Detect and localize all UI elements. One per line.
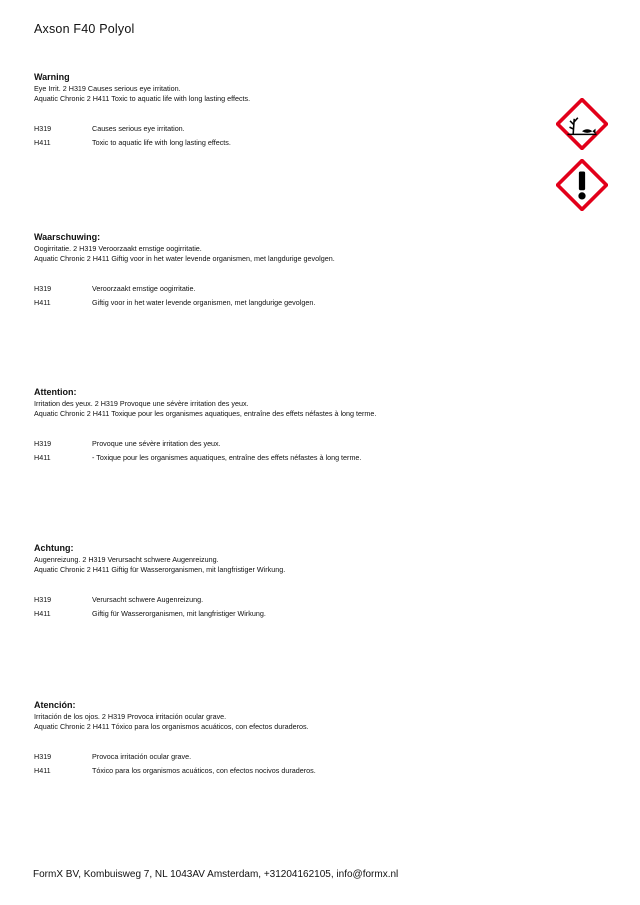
hazard-text: Veroorzaakt ernstige oogirritatie.: [92, 284, 196, 293]
hazard-code: H319: [34, 439, 52, 448]
footer-contact: FormX BV, Kombuisweg 7, NL 1043AV Amsterdam, +31204162105, info@formx.nl: [33, 869, 399, 880]
hazard-line: Aquatic Chronic 2 H411 Giftig für Wasserorganismen, mit langfristiger Wirkung.: [34, 565, 286, 574]
hazard-codes: [34, 750, 554, 778]
hazard-codes: [34, 122, 554, 150]
code-row: [34, 282, 554, 296]
hazard-line: Aquatic Chronic 2 H411 Giftig voor in het water levende organismen, met langdurige gevolgen.: [34, 254, 335, 263]
section-dutch: [34, 232, 554, 310]
hazard-text: Giftig für Wasserorganismen, mit langfristiger Wirkung.: [92, 609, 266, 618]
document-title: Axson F40 Polyol: [34, 22, 135, 36]
hazard-codes: [34, 282, 554, 310]
code-row: [34, 136, 554, 150]
section-heading: Atención:: [34, 700, 76, 710]
section-heading: Warning: [34, 72, 70, 82]
hazard-code: H411: [34, 298, 51, 307]
hazard-code: H319: [34, 284, 52, 293]
hazard-code: H319: [34, 595, 52, 604]
hazard-pictograms: [556, 98, 612, 220]
environment-hazard-icon: [556, 98, 608, 150]
hazard-codes: [34, 593, 554, 621]
hazard-line: Aquatic Chronic 2 H411 Toxique pour les organismes aquatiques, entraîne des effets néfastes à long terme.: [34, 409, 377, 418]
code-row: [34, 296, 554, 310]
section-heading: Achtung:: [34, 543, 74, 553]
section-french: [34, 387, 554, 465]
hazard-text: Verursacht schwere Augenreizung.: [92, 595, 204, 604]
code-row: [34, 593, 554, 607]
hazard-code: H319: [34, 752, 52, 761]
code-row: [34, 750, 554, 764]
section-heading: Attention:: [34, 387, 77, 397]
hazard-line: Eye Irrit. 2 H319 Causes serious eye irritation.: [34, 84, 181, 93]
hazard-line: Oogirritatie. 2 H319 Veroorzaakt ernstige oogirritatie.: [34, 244, 202, 253]
code-row: [34, 437, 554, 451]
section-english: [34, 72, 554, 150]
code-row: [34, 764, 554, 778]
hazard-code: H319: [34, 124, 52, 133]
hazard-text: Provoque une sévère irritation des yeux.: [92, 439, 221, 448]
section-heading: Waarschuwing:: [34, 232, 101, 242]
code-row: [34, 607, 554, 621]
section-spanish: [34, 700, 554, 778]
hazard-text: Tóxico para los organismos acuáticos, con efectos nocivos duraderos.: [92, 766, 316, 775]
hazard-code: H411: [34, 766, 51, 775]
hazard-code: H411: [34, 609, 51, 618]
hazard-text: Giftig voor in het water levende organismen, met langdurige gevolgen.: [92, 298, 316, 307]
hazard-line: Aquatic Chronic 2 H411 Tóxico para los organismos acuáticos, con efectos duraderos.: [34, 722, 309, 731]
exclamation-hazard-icon: [556, 159, 608, 211]
hazard-code: H411: [34, 453, 51, 462]
code-row: [34, 451, 554, 465]
section-german: [34, 543, 554, 621]
hazard-line: Aquatic Chronic 2 H411 Toxic to aquatic life with long lasting effects.: [34, 94, 251, 103]
hazard-text: - Toxique pour les organismes aquatiques, entraîne des effets néfastes à long terme.: [92, 453, 362, 462]
hazard-line: Irritación de los ojos. 2 H319 Provoca irritación ocular grave.: [34, 712, 227, 721]
hazard-text: Toxic to aquatic life with long lasting effects.: [92, 138, 231, 147]
hazard-line: Augenreizung. 2 H319 Verursacht schwere Augenreizung.: [34, 555, 219, 564]
hazard-text: Causes serious eye irritation.: [92, 124, 185, 133]
hazard-code: H411: [34, 138, 51, 147]
hazard-line: Irritation des yeux. 2 H319 Provoque une sévère irritation des yeux.: [34, 399, 249, 408]
hazard-codes: [34, 437, 554, 465]
code-row: [34, 122, 554, 136]
hazard-text: Provoca irritación ocular grave.: [92, 752, 192, 761]
